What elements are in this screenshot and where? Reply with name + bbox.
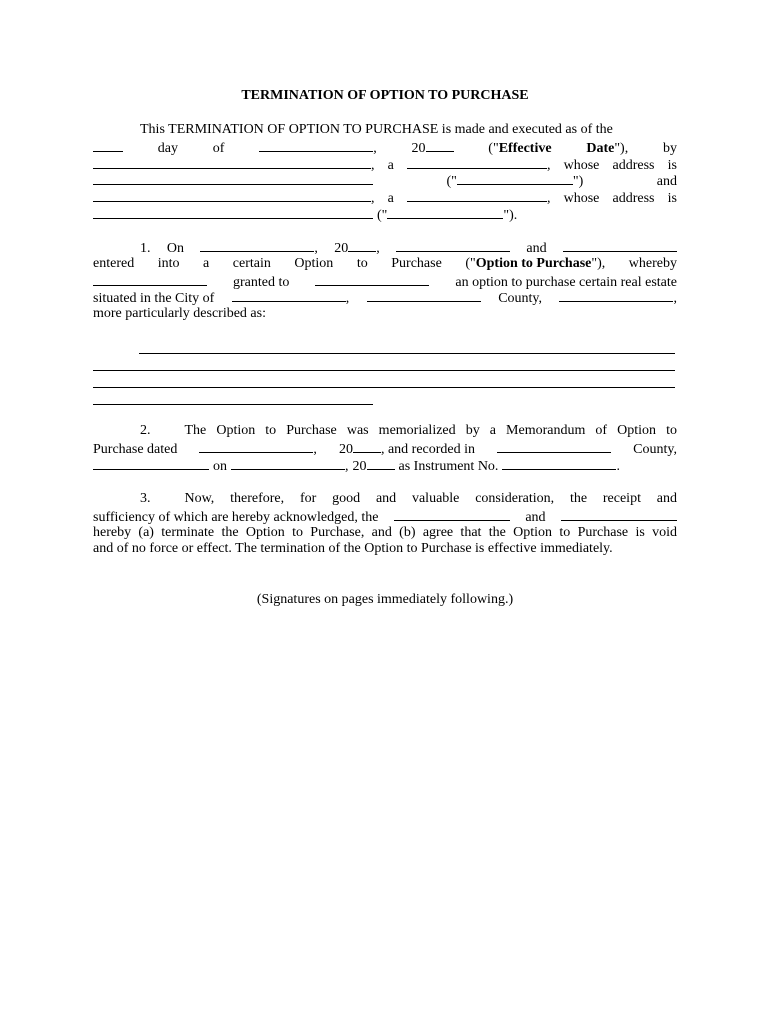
paragraph-2	[93, 423, 677, 473]
option-text: an option to purchase certain real estate	[455, 274, 677, 290]
year-prefix: 20	[334, 241, 349, 256]
p3-line-1	[93, 491, 677, 508]
p3-line-4	[93, 541, 677, 558]
p2-number: 2.	[140, 423, 151, 438]
comma: ,	[373, 140, 377, 156]
intro-line-1	[93, 122, 677, 139]
p1-party2-blank[interactable]	[563, 239, 677, 252]
intro-line-2	[93, 139, 677, 156]
word: into	[157, 255, 180, 271]
address-text: address	[612, 157, 655, 173]
comma: ,	[313, 441, 317, 457]
close-quote: "),	[591, 255, 606, 271]
memo-year-group	[339, 440, 475, 459]
recording-date-blank[interactable]	[231, 457, 345, 470]
intro-line-6	[93, 206, 677, 223]
p2-line-1	[93, 423, 677, 440]
party2-name-blank[interactable]	[93, 189, 371, 202]
recorded-in-text: , and recorded in	[380, 441, 476, 457]
city-blank[interactable]	[232, 289, 346, 302]
comma: ,	[345, 458, 349, 474]
day-text: day	[157, 140, 178, 156]
legal-description-line-1[interactable]	[139, 353, 675, 354]
day-blank[interactable]	[93, 139, 123, 152]
p3-party2-blank[interactable]	[561, 508, 677, 521]
county-text: County,	[633, 441, 677, 457]
party2-type-blank[interactable]	[407, 189, 547, 202]
intro-line-4	[93, 172, 677, 189]
p3-text: Now, therefore, for good and valuable consideration, the receipt and	[184, 491, 677, 506]
effective-label: Effective	[498, 140, 552, 156]
p3-number: 3.	[140, 491, 151, 506]
is-text: is	[667, 157, 677, 173]
address-text: address	[612, 191, 655, 207]
intro-text: This TERMINATION OF OPTION TO PURCHASE is made and executed as of the	[140, 122, 613, 137]
instrument-number-blank[interactable]	[502, 457, 616, 470]
legal-description-line-2[interactable]	[93, 370, 675, 371]
and-text: and	[525, 509, 546, 525]
party1-name-blank[interactable]	[93, 156, 371, 169]
party1-address-blank[interactable]	[93, 172, 373, 185]
close-quote: "),	[614, 140, 629, 156]
open-quote: ("	[446, 174, 457, 190]
and-text: and	[656, 174, 677, 190]
year-blank[interactable]	[426, 139, 454, 152]
party1-defined-blank[interactable]	[457, 172, 573, 185]
p2-line-2	[93, 440, 677, 457]
word: certain	[232, 255, 271, 271]
comma: ,	[314, 241, 318, 256]
comma: ,	[345, 291, 350, 307]
comma: ,	[546, 157, 551, 173]
open-quote: ("	[377, 207, 388, 223]
p2-line-3	[93, 457, 677, 474]
date-group	[586, 141, 628, 158]
purchase-dated-text: Purchase dated	[93, 441, 178, 457]
document-title: TERMINATION OF OPTION TO PURCHASE	[241, 88, 529, 103]
situated-text: situated in the City of	[93, 291, 215, 307]
p3-line-2	[93, 508, 677, 525]
p2-text: The Option to Purchase was memorialized by a Memorandum of Option to	[184, 423, 677, 438]
year-prefix: 20	[338, 441, 353, 457]
p1-line-4	[93, 289, 677, 306]
a-text: a	[387, 191, 394, 207]
close-quote: ")	[572, 174, 584, 190]
of-text: of	[212, 140, 225, 156]
recording-year-blank[interactable]	[367, 457, 395, 470]
word: Option	[294, 255, 334, 271]
memo-date-blank[interactable]	[199, 440, 313, 453]
described-as-text: more particularly described as:	[93, 306, 266, 322]
option-to-purchase-label: Option to Purchase	[475, 255, 592, 271]
party2-address-blank[interactable]	[93, 206, 373, 219]
p1-year-blank[interactable]	[348, 239, 376, 252]
county-text: County,	[498, 291, 543, 307]
intro-line-3	[93, 156, 677, 173]
open-quote: ("	[488, 140, 499, 156]
p1-line-3	[93, 273, 677, 290]
a-text: a	[387, 157, 394, 173]
p1-line-5	[93, 306, 677, 323]
word: entered	[93, 255, 135, 271]
p1-date-blank[interactable]	[200, 239, 314, 252]
is-text: is	[667, 191, 677, 207]
p1-party1-blank[interactable]	[396, 239, 510, 252]
by-text: by	[663, 140, 677, 156]
county-blank[interactable]	[367, 289, 481, 302]
recording-county-blank[interactable]	[497, 440, 611, 453]
comma: ,	[376, 241, 380, 256]
whose-text: whose	[563, 157, 600, 173]
state-blank[interactable]	[559, 289, 673, 302]
comma: ,	[546, 191, 551, 207]
date-label: Date	[586, 140, 615, 156]
p3-party1-blank[interactable]	[394, 508, 510, 521]
month-blank[interactable]	[259, 139, 373, 152]
p3-acknowledged-text: sufficiency of which are hereby acknowledged, the	[93, 509, 379, 525]
year-prefix: 20	[411, 140, 426, 156]
whose-text: whose	[563, 191, 600, 207]
grantor-blank[interactable]	[93, 273, 207, 286]
p3-line-3	[93, 525, 677, 542]
granted-to-text: granted to	[233, 274, 290, 290]
p3-terminate-text: hereby (a) terminate the Option to Purchase, and (b) agree that the Option to Purchase is void	[93, 524, 677, 540]
comma: ,	[371, 157, 375, 173]
instrument-text: as Instrument No.	[398, 458, 499, 474]
state-group	[559, 289, 677, 308]
p1-number: 1.	[140, 241, 151, 256]
word: a	[203, 255, 210, 271]
legal-description-line-4[interactable]	[93, 404, 373, 405]
close-quote: ").	[503, 207, 518, 223]
on-text: On	[166, 241, 184, 256]
intro-paragraph	[93, 122, 677, 223]
word: Purchase	[391, 255, 442, 271]
option-defined-group	[465, 256, 605, 273]
period: .	[616, 458, 620, 474]
recording-state-blank[interactable]	[93, 457, 209, 470]
p3-effective-text: and of no force or effect. The termination of the Option to Purchase is effective immediately.	[93, 541, 613, 557]
party2-defined-blank[interactable]	[387, 206, 503, 219]
paragraph-1	[93, 239, 677, 323]
paragraph-3	[93, 491, 677, 558]
memo-year-blank[interactable]	[353, 440, 381, 453]
signatures-note: (Signatures on pages immediately following.)	[256, 592, 514, 607]
p1-line-1	[93, 239, 677, 256]
whereby-text: whereby	[628, 255, 677, 271]
legal-description-line-3[interactable]	[93, 387, 675, 388]
intro-line-5	[93, 189, 677, 206]
year-prefix: 20	[352, 458, 367, 474]
on-text: on	[213, 458, 227, 474]
word: to	[356, 255, 368, 271]
open-quote: ("	[465, 255, 476, 271]
comma: ,	[673, 291, 677, 307]
party1-type-blank[interactable]	[407, 156, 547, 169]
grantee-blank[interactable]	[315, 273, 429, 286]
p1-line-2	[93, 256, 677, 273]
and-text: and	[526, 241, 547, 256]
comma: ,	[371, 191, 375, 207]
